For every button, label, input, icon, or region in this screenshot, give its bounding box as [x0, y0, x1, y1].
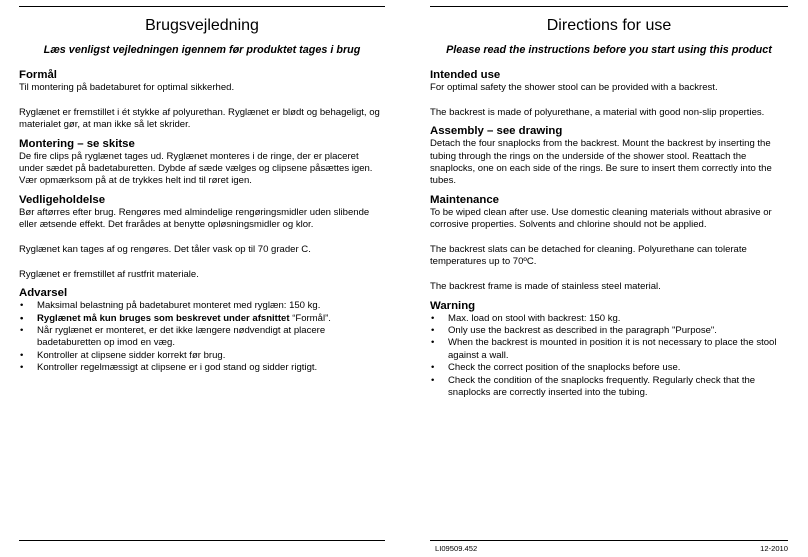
paragraph: Detach the four snaplocks from the backrest. Mount the backrest by inserting the tubing through the rings on the underside of the shower stool. Reattach the snaplocks, one on each side of the rings. Be sure to insert them correctly into the tubes. [430, 138, 772, 187]
list-item: • Check the condition of the snaplocks frequently. Regularly check that the snaplocks are correctly inserted into the tubing. [431, 374, 756, 399]
section-heading-warning: Warning [430, 299, 476, 312]
list-item: • Max. load on stool with backrest: 150 kg. [431, 312, 621, 324]
top-rule [19, 6, 385, 7]
paragraph: De fire clips på ryglænet tages ud. Ryglænet monteres i de ringe, der er placeret under sædet på badetaburetten. Dybde af sæde vælges og clipsene påsættes igen. Vær opmærksom på at de trykkes helt ind til røret igen. [19, 150, 373, 187]
paragraph: The backrest is made of polyurethane, a material with good non-slip properties. [430, 106, 765, 118]
bullet-icon: • [431, 312, 435, 324]
paragraph: Ryglænet er fremstillet i ét stykke af polyurethan. Ryglænet er blødt og behageligt, og materialet gør, at man ikke så let skrider. [19, 106, 380, 131]
paragraph: Bør aftørres efter brug. Rengøres med almindelige rengøringsmidler uden slibende eller ætsende effekt. Det frarådes at benytte opløsningsmidler og klor. [19, 206, 370, 231]
list-item: • Ryglænet må kun bruges som beskrevet under afsnittet “Formål”. [20, 312, 331, 324]
english-column [430, 0, 788, 557]
page-title: Brugsvejledning [145, 17, 259, 34]
bullet-icon: • [20, 325, 24, 337]
section-heading-maintenance: Maintenance [430, 193, 499, 206]
document-code: LI09509.452 [435, 544, 478, 553]
bullet-icon: • [20, 349, 24, 361]
warning-list [430, 313, 788, 400]
bullet-icon: • [431, 362, 435, 374]
section-heading-assembly: Montering – se skitse [19, 137, 135, 150]
section-heading-purpose: Formål [19, 69, 57, 81]
bullet-icon: • [20, 362, 24, 374]
bullet-icon: • [20, 312, 24, 324]
paragraph: For optimal safety the shower stool can be provided with a backrest. [430, 82, 718, 93]
bullet-icon: • [431, 374, 435, 386]
paragraph: The backrest slats can be detached for cleaning. Polyurethane can tolerate temperatures up to 70ºC. [430, 244, 747, 268]
page-title: Directions for use [546, 17, 672, 34]
list-item: • When the backrest is mounted in position it is not necessary to place the stool against a wall. [431, 337, 777, 361]
section-heading-intended-use: Intended use [430, 69, 501, 81]
bullet-icon: • [431, 337, 435, 349]
section-heading-assembly: Assembly – see drawing [430, 125, 563, 138]
bottom-rule [430, 540, 788, 541]
bullet-icon: • [20, 300, 24, 312]
paragraph: Ryglænet kan tages af og rengøres. Det tåler vask op til 70 grader C. [19, 244, 311, 256]
bullet-icon: • [431, 325, 435, 337]
section-heading-maintenance: Vedligeholdelse [19, 193, 106, 206]
list-item: • Kontroller regelmæssigt at clipsene er i god stand og sidder rigtigt. [20, 362, 318, 374]
document-body [19, 68, 385, 375]
paragraph: To be wiped clean after use. Use domestic cleaning materials without abrasive or corrosive properties. Solvents and chlorine should not be applied. [430, 206, 772, 231]
bottom-rule [19, 540, 385, 541]
document-date: 12-2010 [760, 544, 788, 553]
list-item: • Check the correct position of the snaplocks before use. [431, 362, 681, 374]
page-subtitle: Please read the instructions before you start using this product [446, 44, 772, 56]
warning-list [19, 300, 385, 374]
list-item: • Only use the backrest as described in the paragraph "Purpose". [431, 325, 717, 337]
paragraph: Ryglænet er fremstillet af rustfrit materiale. [19, 268, 199, 280]
page-subtitle: Læs venligst vejledningen igennem før produktet tages i brug [43, 44, 361, 56]
paragraph: Til montering på badetaburet for optimal sikkerhed. [19, 82, 235, 93]
list-item: • Kontroller at clipsene sidder korrekt før brug. [20, 349, 226, 361]
document-body [430, 68, 788, 399]
top-rule [430, 6, 788, 7]
paragraph: The backrest frame is made of stainless steel material. [430, 281, 661, 293]
section-heading-warning: Advarsel [19, 287, 68, 300]
list-item: • Når ryglænet er monteret, er det ikke længere nødvendigt at placere badetaburetten op imod en væg. [20, 325, 326, 349]
danish-column [19, 0, 385, 557]
list-item: • Maksimal belastning på badetaburet monteret med ryglæn: 150 kg. [20, 300, 321, 312]
